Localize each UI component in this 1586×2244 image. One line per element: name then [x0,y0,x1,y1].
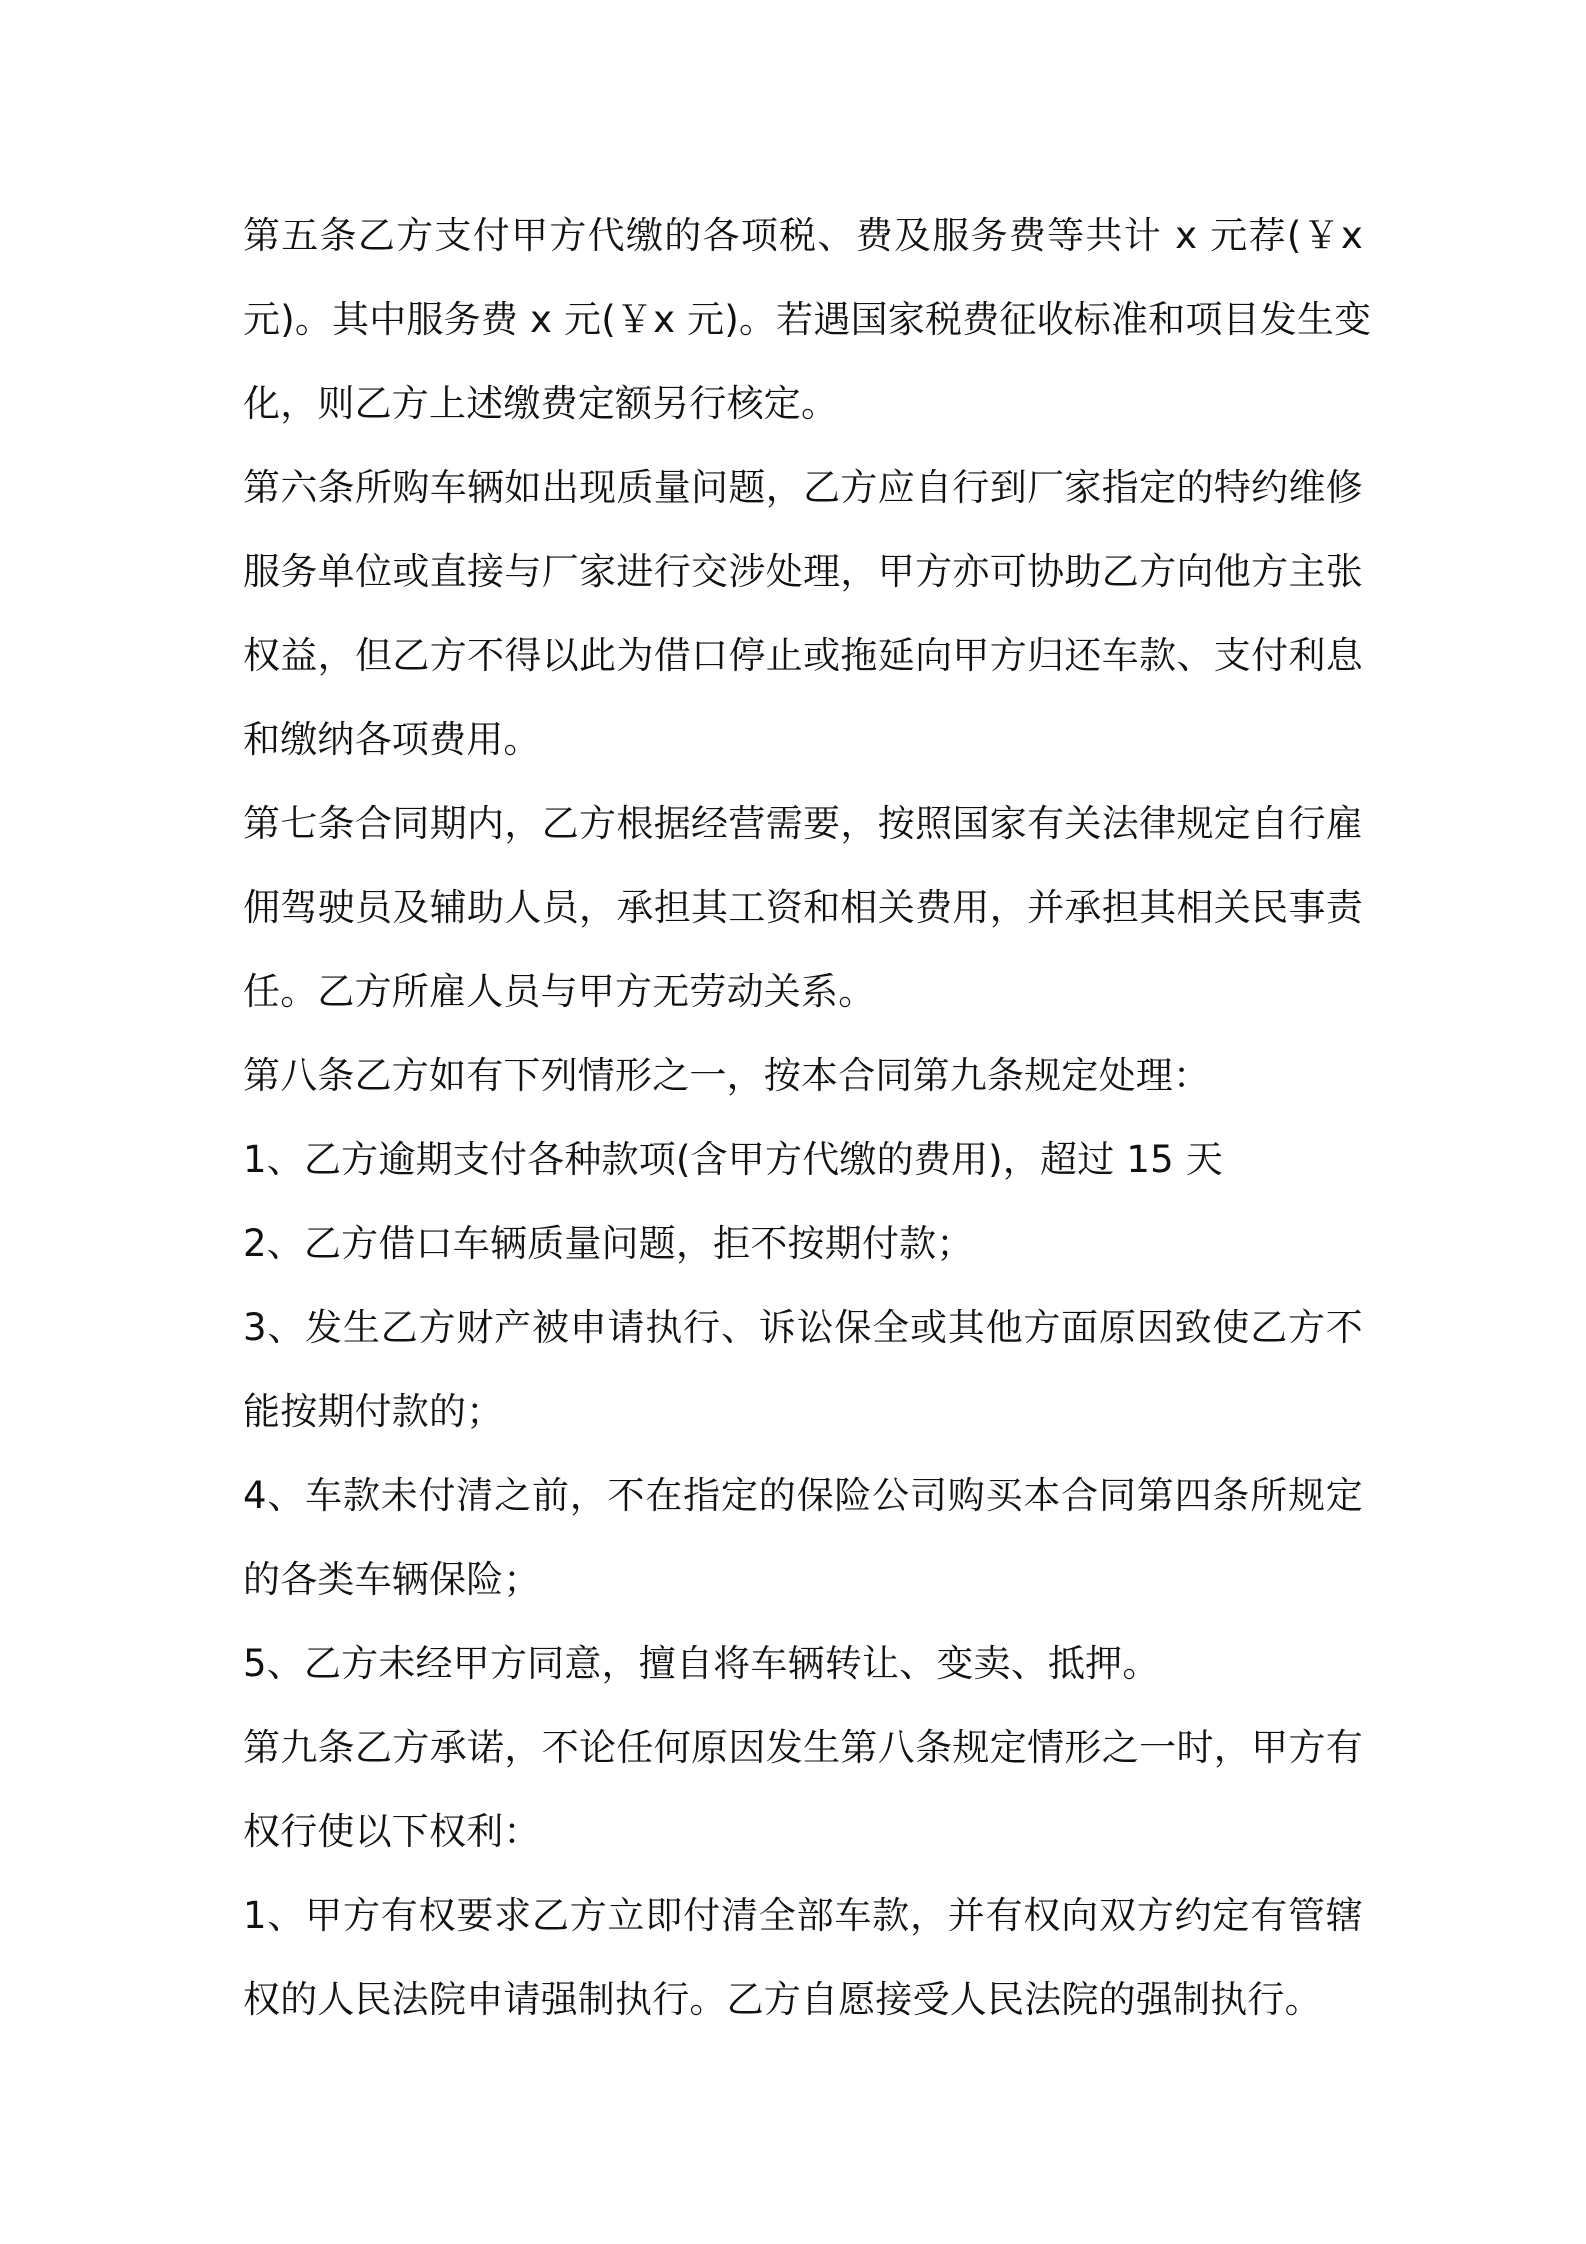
text-line: 1、甲方有权要求乙方立即付清全部车款，并有权向双方约定有管辖 [243,1894,1363,1937]
text-line: 化，则乙方上述缴费定额另行核定。 [243,382,839,425]
text-line: 1、乙方逾期支付各种款项(含甲方代缴的费用)，超过 15 天 [243,1138,1224,1181]
text-line: 的各类车辆保险； [243,1558,541,1601]
text-line: 权的人民法院申请强制执行。乙方自愿接受人民法院的强制执行。 [243,1978,1322,2021]
text-line: 和缴纳各项费用。 [243,718,541,761]
text-line: 元)。其中服务费 x 元(￥x 元)。若遇国家税费征收标准和项目发生变 [243,298,1372,341]
document-body [243,194,1372,2042]
text-line: 服务单位或直接与厂家进行交涉处理，甲方亦可协助乙方向他方主张 [243,550,1363,593]
text-line: 第六条所购车辆如出现质量问题，乙方应自行到厂家指定的特约维修 [243,466,1363,509]
text-line: 第九条乙方承诺，不论任何原因发生第八条规定情形之一时，甲方有 [243,1726,1363,1769]
text-line: 能按期付款的； [243,1390,504,1433]
text-line: 第八条乙方如有下列情形之一，按本合同第九条规定处理： [243,1054,1211,1097]
text-line: 5、乙方未经甲方同意，擅自将车辆转让、变卖、抵押。 [243,1642,1160,1685]
text-line: 3、发生乙方财产被申请执行、诉讼保全或其他方面原因致使乙方不 [243,1306,1363,1349]
text-line: 任。乙方所雇人员与甲方无劳动关系。 [243,970,876,1013]
text-line: 第五条乙方支付甲方代缴的各项税、费及服务费等共计 x 元荐(￥x [243,214,1363,257]
text-line: 佣驾驶员及辅助人员，承担其工资和相关费用，并承担其相关民事责 [243,886,1363,929]
text-line: 权益，但乙方不得以此为借口停止或拖延向甲方归还车款、支付利息 [243,634,1363,677]
text-line: 权行使以下权利： [243,1810,541,1853]
text-line: 2、乙方借口车辆质量问题，拒不按期付款； [243,1222,974,1265]
text-line: 4、车款未付清之前，不在指定的保险公司购买本合同第四条所规定 [243,1474,1363,1517]
text-line: 第七条合同期内，乙方根据经营需要，按照国家有关法律规定自行雇 [243,802,1363,845]
